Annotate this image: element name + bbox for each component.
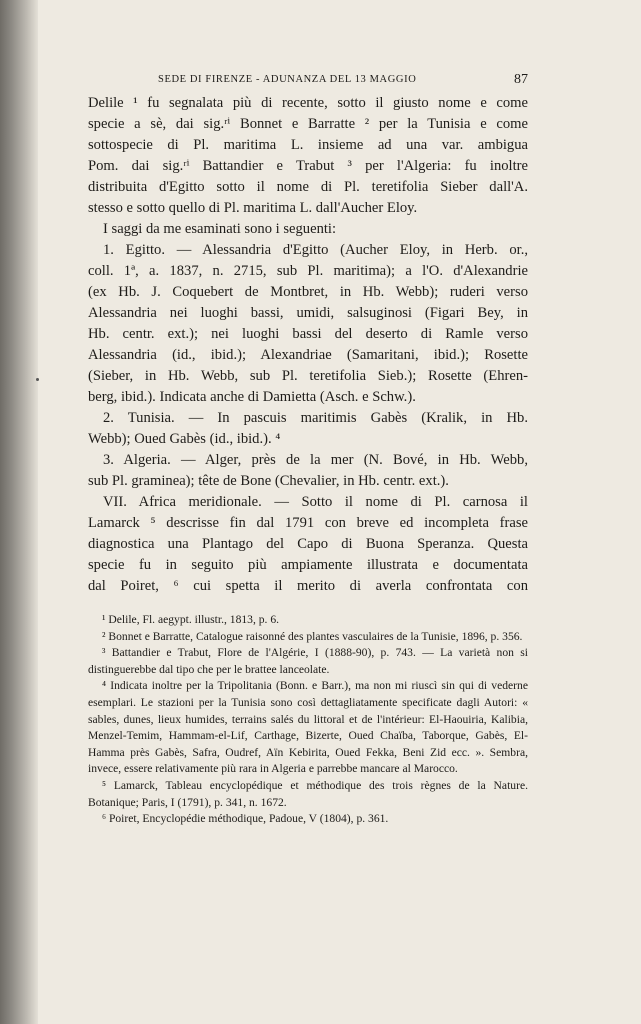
running-head	[88, 72, 528, 90]
page	[88, 72, 528, 828]
body-text	[88, 93, 528, 597]
text-line: stesso e sotto quello di Pl. maritima L. dall'Aucher Eloy.	[88, 200, 418, 216]
paragraph-tunisia	[88, 408, 528, 450]
text-line: Delile ¹ fu segnalata più di recente, sotto il giusto nome e come	[88, 95, 528, 111]
footnote-2: ² Bonnet e Barratte, Catalogue raisonné des plantes vasculaires de la Tunisie, 1896, p. 356.	[102, 629, 523, 643]
paragraph-egitto	[88, 240, 528, 408]
text-line: specie fu in seguito più ampiamente illustrata e documentata	[88, 557, 528, 573]
paragraph-1	[88, 93, 528, 219]
paragraph-africa-meridionale	[88, 492, 528, 597]
text-line: diagnostica una Plantago del Capo di Buona Speranza. Questa	[88, 536, 528, 552]
text-line: (Sieber, in Hb. Webb, sub Pl. teretifolia Sieb.); Rosette (Ehren-	[88, 368, 528, 384]
text-line: Hb. centr. ext.); nei luoghi bassi del deserto di Ramle verso	[88, 326, 528, 342]
paragraph-algeria	[88, 450, 528, 492]
text-line: 2. Tunisia. — In pascuis maritimis Gabès (Kralik, in Hb.	[103, 410, 528, 426]
footnote-6: ⁶ Poiret, Encyclopédie méthodique, Padoue, V (1804), p. 361.	[102, 812, 389, 826]
book-spine-shadow	[0, 0, 38, 1024]
text-line: Lamarck ⁵ descrisse fin dal 1791 con breve ed incompleta frase	[88, 515, 528, 531]
text-line: dal Poiret, ⁶ cui spetta il merito di averla confrontata con	[88, 578, 528, 594]
footnotes	[88, 612, 528, 828]
text-line: (ex Hb. J. Coquebert de Montbret, in Hb. Webb); ruderi verso	[88, 284, 528, 300]
footnote-3: ³ Battandier e Trabut, Flore de l'Algérie, I (1888-90), p. 743. — La varietà non si distinguerebbe dal tipo che per le brattee lanceolate.	[88, 646, 528, 676]
text-line: Alessandria nei luoghi bassi, umidi, salsuginosi (Figari Bey, in	[88, 305, 528, 321]
running-title: SEDE DI FIRENZE - ADUNANZA DEL 13 MAGGIO	[158, 74, 417, 85]
footnote-5: ⁵ Lamarck, Tableau encyclopédique et méthodique des trois règnes de la Nature. Botanique; Paris, I (1791), p. 341, n. 1672.	[88, 778, 528, 809]
text-line: sottospecie di Pl. maritima L. insieme ad una var. ambigua	[88, 137, 528, 153]
text-line: 1. Egitto. — Alessandria d'Egitto (Aucher Eloy, in Herb. or.,	[103, 242, 528, 258]
page-number: 87	[514, 72, 528, 87]
footnote-4: ⁴ Indicata inoltre per la Tripolitania (Bonn. e Barr.), ma non mi riuscì sin qui di vederne esemplari. Le stazioni per la Tunisia sono così dettagliatamente specificate dagli Autori: « sables, dunes, lieux humides, terrains salés du littoral et de l'intérieur: El-Haouiria, Kalibia, Menzel-Temim, Hammam-el-Lif, Carthage, Bizerte, Oued Chaïba, Taborque, Gabès, El-Hamma près Gabès, Safra, Oudref, Aïn Kebirita, Oued Fekka, Beni Zid ecc. ». Sembra, invece, essere relativamente più rara in Algeria e parrebbe mancare al Marocco.	[88, 679, 528, 776]
text-line: sub Pl. graminea); tête de Bone (Chevalier, in Hb. centr. ext.).	[88, 473, 449, 489]
text-line: VII. Africa meridionale. — Sotto il nome di Pl. carnosa il	[103, 494, 528, 510]
text-line: distribuita d'Egitto sotto il nome di Pl. teretifolia Sieber dall'A.	[88, 179, 528, 195]
text-line: coll. 1ª, a. 1837, n. 2715, sub Pl. maritima); a l'O. d'Alexandrie	[88, 263, 528, 279]
text-line: Webb); Oued Gabès (id., ibid.). ⁴	[88, 431, 281, 447]
text-line: specie a sè, dai sig.ʳⁱ Bonnet e Barratte ² per la Tunisia e come	[88, 116, 528, 132]
text-line: I saggi da me esaminati sono i seguenti:	[103, 221, 337, 237]
text-line: 3. Algeria. — Alger, près de la mer (N. Bové, in Hb. Webb,	[103, 452, 528, 468]
text-line: Pom. dai sig.ʳⁱ Battandier e Trabut ³ per l'Algeria: fu inoltre	[88, 158, 528, 174]
text-line: Alessandria (id., ibid.); Alexandriae (Samaritani, ibid.); Rosette	[88, 347, 528, 363]
footnote-1: ¹ Delile, Fl. aegypt. illustr., 1813, p. 6.	[102, 613, 280, 626]
page-speck	[36, 378, 39, 381]
paragraph-2	[88, 219, 528, 240]
text-line: berg, ibid.). Indicata anche di Damietta (Asch. e Schw.).	[88, 389, 416, 405]
